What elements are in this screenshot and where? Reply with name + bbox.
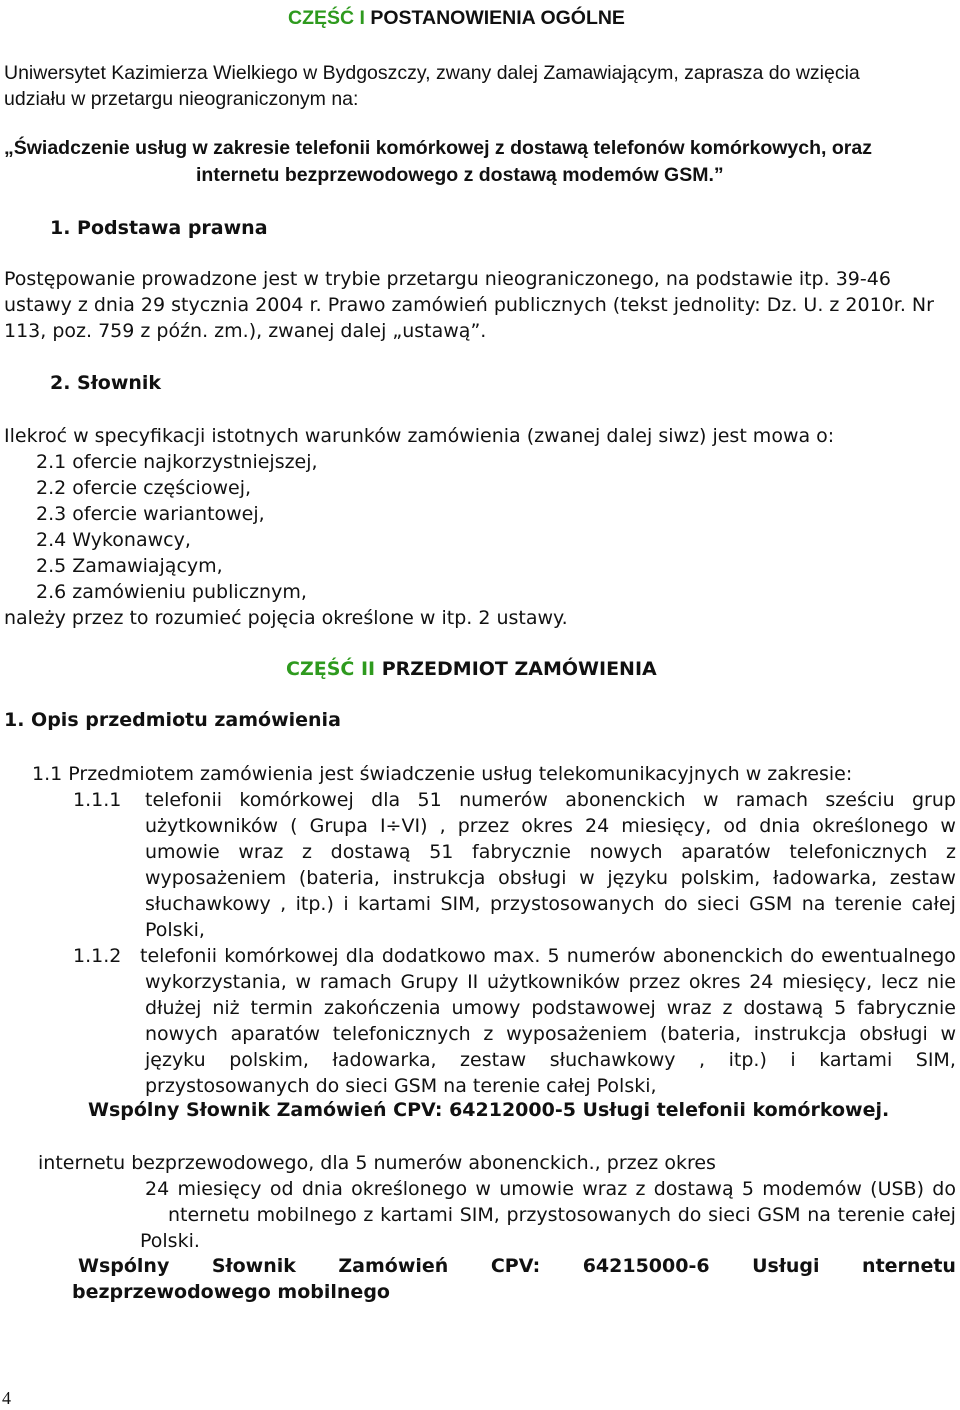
intro-line-2: udziału w przetargu nieograniczonym na:	[4, 88, 359, 110]
legal-basis-line-3: 113, poz. 759 z późn. zm.), zwanej dalej „ustawą”.	[4, 320, 487, 342]
point-1-1-2-line-6: przystosowanych do sieci GSM na terenie całej Polski,	[145, 1075, 657, 1097]
section-2-heading: 2. Słownik	[50, 372, 162, 394]
glossary-outro: należy przez to rozumieć pojęcia określone w itp. 2 ustawy.	[4, 607, 568, 629]
glossary-item: 2.6 zamówieniu publicznym,	[36, 581, 307, 603]
glossary-item: 2.3 ofercie wariantowej,	[36, 503, 265, 525]
cpv-telephony: Wspólny Słownik Zamówień CPV: 64212000-5 Usługi telefonii komórkowej.	[88, 1099, 890, 1121]
internet-line-3: nternetu mobilnego z kartami SIM, przystosowanych do sieci GSM na terenie całej	[168, 1204, 956, 1226]
part2-heading-prefix: CZĘŚĆ II	[286, 658, 376, 680]
tender-title-line-1: „Świadczenie usług w zakresie telefonii komórkowej z dostawą telefonów komórkowych, oraz	[4, 137, 872, 159]
part1-heading-prefix: CZĘŚĆ I	[288, 7, 365, 29]
legal-basis-line-2: ustawy z dnia 29 stycznia 2004 r. Prawo zamówień publicznych (tekst jednolity: Dz. U. z 2010r. Nr	[4, 294, 934, 316]
point-1-1-1-number: 1.1.1	[73, 789, 122, 811]
legal-basis-line-1-text: Postępowanie prowadzone jest w trybie przetargu nieograniczonego, na podstawie itp. 39-46	[4, 268, 891, 290]
part1-heading-rest: POSTANOWIENIA OGÓLNE	[364, 7, 625, 29]
part1-heading	[288, 6, 625, 30]
point-1-1-2-number: 1.1.2	[73, 945, 122, 967]
point-1-1-1-line-1: telefonii komórkowej dla 51 numerów abonenckich w ramach sześciu grup	[145, 789, 956, 811]
point-1-1-2-line-4: nowych aparatów telefonicznych z wyposażeniem (bateria, instrukcja obsługi w	[145, 1023, 956, 1045]
part2-heading-rest: PRZEDMIOT ZAMÓWIENIA	[375, 658, 657, 680]
point-1-1-1-line-4: wyposażeniem (bateria, instrukcja obsługi w języku polskim, ładowarka, zestaw	[145, 867, 956, 889]
internet-line-2: 24 miesięcy od dnia określonego w umowie wraz z dostawą 5 modemów (USB) do	[145, 1178, 956, 1200]
point-1-1-2-line-3: dłużej niż termin zakończenia umowy podstawowej wraz z dostawą 5 fabrycznie	[145, 997, 956, 1019]
legal-basis-line-1	[4, 267, 956, 291]
point-1-1-2-line-2: wykorzystania, w ramach Grupy II użytkowników przez okres 24 miesięcy, lecz nie	[145, 971, 956, 993]
order-description-heading: 1. Opis przedmiotu zamówienia	[4, 709, 341, 731]
internet-line-4: Polski.	[140, 1230, 200, 1252]
point-1-1-1-line-6: Polski,	[145, 919, 205, 941]
tender-title-line-2: internetu bezprzewodowego z dostawą modemów GSM.”	[196, 164, 724, 186]
glossary-item: 2.2 ofercie częściowej,	[36, 477, 252, 499]
glossary-item: 2.4 Wykonawcy,	[36, 529, 191, 551]
point-1-1-1-line-2: użytkowników ( Grupa I÷VI) , przez okres 24 miesięcy, od dnia określonego w	[145, 815, 956, 837]
section-1-heading: 1. Podstawa prawna	[50, 217, 268, 239]
cpv-internet-line-2: bezprzewodowego mobilnego	[72, 1281, 390, 1303]
cpv-internet-line-1: Wspólny Słownik Zamówień CPV: 64215000-6 Usługi nternetu	[78, 1255, 956, 1277]
point-1-1-1-line-3: umowie wraz z dostawą 51 fabrycznie nowych aparatów telefonicznych z	[145, 841, 956, 863]
glossary-intro: Ilekroć w specyfikacji istotnych warunków zamówienia (zwanej dalej siwz) jest mowa o:	[4, 425, 835, 447]
page-number: 4	[2, 1388, 11, 1408]
point-1-1-1-line-5: słuchawkowy , itp.) i kartami SIM, przystosowanych do sieci GSM na terenie całej	[145, 893, 956, 915]
point-1-1: 1.1 Przedmiotem zamówienia jest świadczenie usług telekomunikacyjnych w zakresie:	[32, 763, 853, 785]
internet-line-1: internetu bezprzewodowego, dla 5 numerów abonenckich., przez okres	[38, 1152, 716, 1174]
glossary-item: 2.1 ofercie najkorzystniejszej,	[36, 451, 318, 473]
glossary-item: 2.5 Zamawiającym,	[36, 555, 223, 577]
point-1-1-2-line-1: telefonii komórkowej dla dodatkowo max. 5 numerów abonenckich do ewentualnego	[140, 945, 956, 967]
part2-heading	[286, 657, 657, 681]
point-1-1-2-line-5: języku polskim, ładowarka, zestaw słuchawkowy , itp.) i kartami SIM,	[145, 1049, 956, 1071]
intro-line-1: Uniwersytet Kazimierza Wielkiego w Bydgoszczy, zwany dalej Zamawiającym, zaprasza do wzięcia	[4, 62, 860, 84]
